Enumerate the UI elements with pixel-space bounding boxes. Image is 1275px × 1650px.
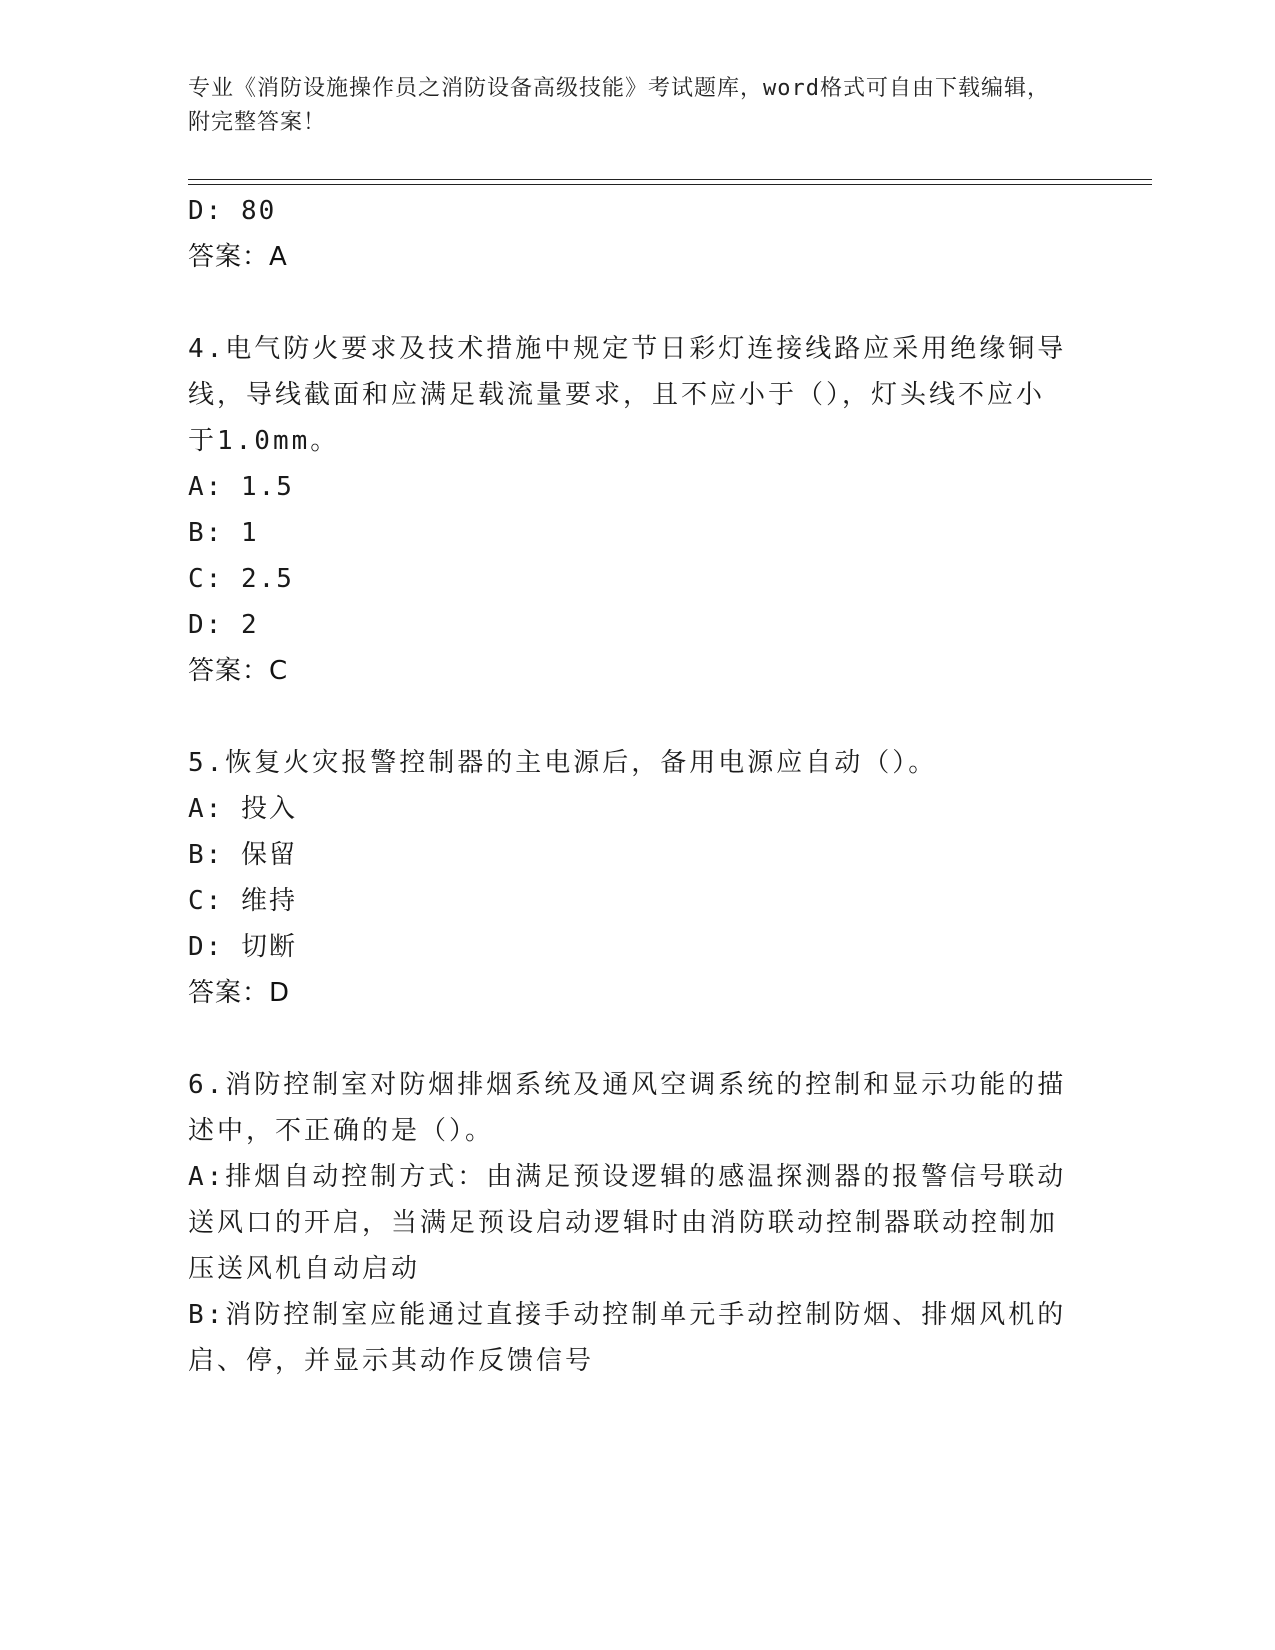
option-label: A: [188,472,224,502]
option-row [188,832,1088,878]
answer-line: 答案：A [188,242,288,272]
question-4 [188,326,1088,694]
option-row [188,878,1088,924]
option-row [188,188,1088,234]
option-text: 投入 [240,794,297,824]
option-text-line: 启、停，并显示其动作反馈信号 [188,1346,595,1376]
spacer [188,1016,1088,1062]
question-stem-line: 6.消防控制室对防烟排烟系统及通风空调系统的控制和显示功能的描 [188,1070,1067,1100]
option-row [188,464,1088,510]
answer-line: 答案：D [188,978,291,1008]
option-text-line: 送风口的开启，当满足预设启动逻辑时由消防联动控制器联动控制加 [188,1208,1059,1238]
header-divider [188,179,1152,185]
option-label: D: [188,932,224,962]
question-stem-line: 4.电气防火要求及技术措施中规定节日彩灯连接线路应采用绝缘铜导 [188,334,1067,364]
option-row [188,924,1088,970]
option-text-line: B:消防控制室应能通过直接手动控制单元手动控制防烟、排烟风机的 [188,1300,1067,1330]
option-text-line: A:排烟自动控制方式：由满足预设逻辑的感温探测器的报警信号联动 [188,1162,1067,1192]
option-label: A: [188,794,224,824]
option-text: 2 [240,610,259,640]
spacer [188,694,1088,740]
option-text: 2.5 [240,564,294,594]
option-label: C: [188,564,224,594]
page-header: 专业《消防设施操作员之消防设备高级技能》考试题库，word格式可自由下载编辑，附完整答案！ [188,76,1050,135]
option-text: 保留 [240,840,297,870]
option-row [188,510,1088,556]
option-label: D: [188,610,224,640]
question-stem-line: 述中，不正确的是（）。 [188,1116,495,1146]
answer-line: 答案：C [188,656,289,686]
option-text: 1.5 [240,472,294,502]
question-5 [188,740,1088,1016]
question-stem-line: 于1.0mm。 [188,426,340,456]
option-text: 维持 [240,886,297,916]
option-label: D: [188,196,224,226]
option-text: 切断 [240,932,297,962]
option-row [188,786,1088,832]
option-text: 1 [240,518,259,548]
option-label: C: [188,886,224,916]
option-label: B: [188,840,224,870]
question-stem-line: 5.恢复火灾报警控制器的主电源后，备用电源应自动（）。 [188,748,938,778]
option-row [188,556,1088,602]
question-stem-line: 线，导线截面和应满足载流量要求，且不应小于（），灯头线不应小 [188,380,1046,410]
option-label: B: [188,518,224,548]
option-text: 80 [240,196,277,226]
spacer [188,280,1088,326]
option-row [188,602,1088,648]
option-text-line: 压送风机自动启动 [188,1254,421,1284]
question-6 [188,1062,1088,1384]
document-body [188,188,1088,1384]
